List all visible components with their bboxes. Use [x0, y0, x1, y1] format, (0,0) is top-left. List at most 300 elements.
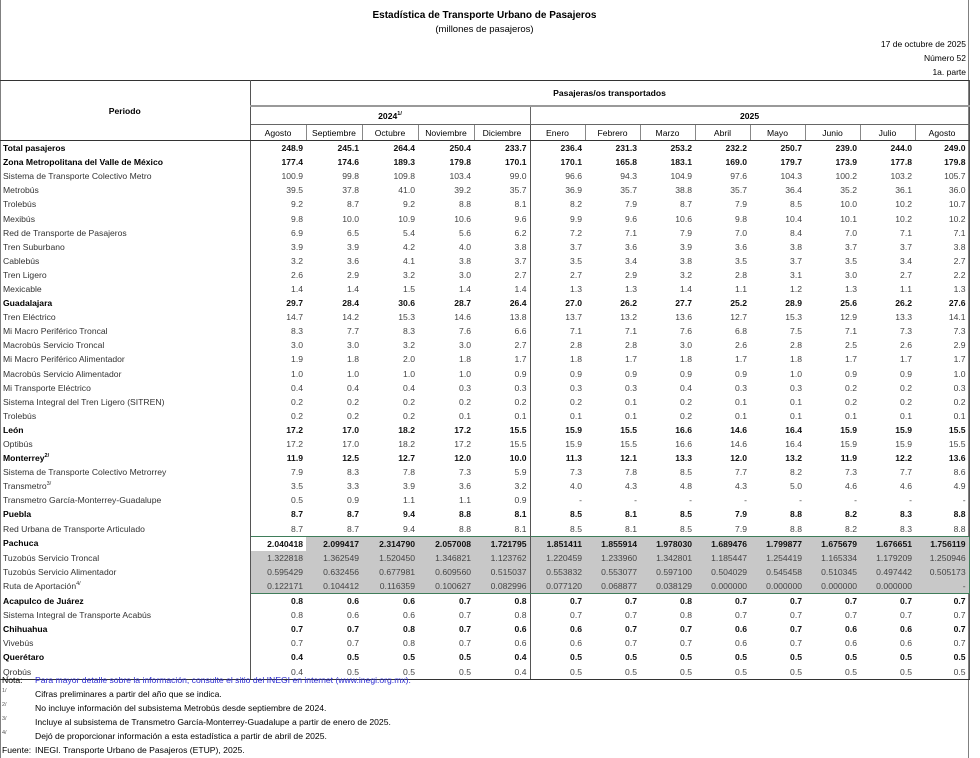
- value-cell[interactable]: 27.0: [565, 298, 582, 309]
- value-cell[interactable]: 3.0: [347, 340, 359, 351]
- value-cell[interactable]: 232.2: [725, 143, 747, 154]
- value-cell[interactable]: 0.5: [750, 664, 805, 679]
- value-cell[interactable]: 1.0: [291, 368, 303, 379]
- value-cell[interactable]: 0.2: [403, 410, 415, 421]
- value-cell[interactable]: 15.5: [620, 424, 637, 435]
- value-cell[interactable]: 15.9: [895, 424, 912, 435]
- value-cell[interactable]: 1.8: [680, 354, 692, 365]
- value-cell[interactable]: 3.7: [570, 241, 582, 252]
- value-cell[interactable]: 10.7: [915, 197, 969, 211]
- value-cell[interactable]: 179.8: [449, 157, 471, 168]
- value-cell[interactable]: 3.5: [735, 255, 747, 266]
- value-cell[interactable]: 0.7: [570, 596, 582, 607]
- value-cell[interactable]: 3.5: [570, 255, 582, 266]
- value-cell[interactable]: 1.7: [845, 354, 857, 365]
- value-cell[interactable]: 5.9: [474, 465, 530, 479]
- value-cell[interactable]: 0.4: [291, 652, 303, 663]
- value-cell[interactable]: 0.7: [680, 638, 692, 649]
- value-cell[interactable]: 7.0: [845, 227, 857, 238]
- value-cell[interactable]: 3.7: [845, 241, 857, 252]
- value-cell[interactable]: 0.4: [403, 382, 415, 393]
- value-cell[interactable]: 0.9: [845, 368, 857, 379]
- value-cell[interactable]: 3.6: [347, 255, 359, 266]
- value-cell[interactable]: 5.6: [459, 227, 471, 238]
- value-cell[interactable]: 0.2: [570, 396, 582, 407]
- value-cell[interactable]: 0.3: [790, 382, 802, 393]
- value-cell[interactable]: 0.7: [735, 596, 747, 607]
- value-cell[interactable]: 0.8: [680, 596, 692, 607]
- value-cell[interactable]: 173.9: [835, 157, 857, 168]
- value-cell[interactable]: 250.4: [449, 143, 471, 154]
- value-cell[interactable]: 3.0: [459, 340, 471, 351]
- value-cell[interactable]: 2.8: [570, 340, 582, 351]
- value-cell[interactable]: 179.7: [780, 157, 802, 168]
- value-cell[interactable]: 0.100627: [418, 579, 474, 594]
- value-cell[interactable]: 0.7: [915, 622, 969, 636]
- value-cell[interactable]: 105.7: [915, 169, 969, 183]
- value-cell[interactable]: 0.7: [900, 596, 912, 607]
- value-cell[interactable]: 0.2: [347, 410, 359, 421]
- value-cell[interactable]: 37.8: [342, 185, 359, 196]
- value-cell[interactable]: 7.9: [735, 199, 747, 210]
- value-cell[interactable]: 13.2: [620, 312, 637, 323]
- value-cell[interactable]: 0.068877: [585, 579, 640, 594]
- value-cell[interactable]: 0.5: [570, 652, 582, 663]
- value-cell[interactable]: 0.2: [915, 395, 969, 409]
- value-cell[interactable]: 0.6: [570, 624, 582, 635]
- value-cell[interactable]: 8.1: [625, 523, 637, 534]
- value-cell[interactable]: 8.8: [790, 509, 802, 520]
- value-cell[interactable]: 233.7: [474, 141, 530, 156]
- value-cell[interactable]: 35.2: [840, 185, 857, 196]
- value-cell[interactable]: 1.7: [474, 352, 530, 366]
- value-cell[interactable]: 12.5: [342, 453, 359, 464]
- value-cell[interactable]: 8.5: [790, 199, 802, 210]
- value-cell[interactable]: 0.5: [680, 652, 692, 663]
- value-cell[interactable]: 0.1: [790, 410, 802, 421]
- value-cell[interactable]: 94.3: [620, 171, 637, 182]
- value-cell[interactable]: 8.3: [403, 326, 415, 337]
- value-cell[interactable]: 9.2: [291, 199, 303, 210]
- value-cell[interactable]: 0.5: [915, 650, 969, 664]
- value-cell[interactable]: 3.2: [680, 269, 692, 280]
- value-cell[interactable]: 16.6: [675, 424, 692, 435]
- value-cell[interactable]: 25.2: [730, 298, 747, 309]
- value-cell[interactable]: 1.4: [459, 283, 471, 294]
- value-cell[interactable]: 3.2: [474, 479, 530, 493]
- value-cell[interactable]: 4.9: [915, 479, 969, 493]
- value-cell[interactable]: 0.609560: [418, 565, 474, 579]
- value-cell[interactable]: 4.6: [900, 481, 912, 492]
- value-cell[interactable]: -: [909, 495, 912, 506]
- value-cell[interactable]: 7.3: [570, 467, 582, 478]
- value-cell[interactable]: 12.1: [620, 453, 637, 464]
- value-cell[interactable]: 0.7: [790, 638, 802, 649]
- value-cell[interactable]: 1.342801: [640, 551, 695, 565]
- value-cell[interactable]: 183.1: [670, 157, 692, 168]
- value-cell[interactable]: 0.5: [530, 664, 585, 679]
- value-cell[interactable]: 0.2: [680, 410, 692, 421]
- value-cell[interactable]: 16.4: [785, 424, 802, 435]
- value-cell[interactable]: 0.497442: [860, 565, 915, 579]
- value-cell[interactable]: 15.3: [398, 312, 415, 323]
- value-cell[interactable]: 8.5: [680, 523, 692, 534]
- value-cell[interactable]: 8.7: [347, 509, 359, 520]
- value-cell[interactable]: 0.3: [625, 382, 637, 393]
- value-cell[interactable]: 0.7: [625, 610, 637, 621]
- value-cell[interactable]: 7.8: [625, 467, 637, 478]
- value-cell[interactable]: 0.8: [474, 594, 530, 609]
- value-cell[interactable]: 3.5: [291, 481, 303, 492]
- value-cell[interactable]: 0.038129: [640, 579, 695, 594]
- value-cell[interactable]: 97.6: [730, 171, 747, 182]
- value-cell[interactable]: 36.1: [895, 185, 912, 196]
- value-cell[interactable]: 0.2: [474, 395, 530, 409]
- value-cell[interactable]: 7.1: [570, 326, 582, 337]
- value-cell[interactable]: 8.8: [915, 522, 969, 537]
- value-cell[interactable]: 7.9: [735, 523, 747, 534]
- value-cell[interactable]: 0.1: [625, 396, 637, 407]
- value-cell[interactable]: 1.1: [900, 283, 912, 294]
- value-cell[interactable]: 7.6: [459, 326, 471, 337]
- value-cell[interactable]: -: [579, 495, 582, 506]
- value-cell[interactable]: 11.9: [286, 453, 303, 464]
- value-cell[interactable]: 3.8: [459, 255, 471, 266]
- value-cell[interactable]: 0.104412: [306, 579, 362, 594]
- value-cell[interactable]: 1.322818: [250, 551, 306, 565]
- value-cell[interactable]: 0.7: [915, 594, 969, 609]
- value-cell[interactable]: 3.2: [403, 269, 415, 280]
- value-cell[interactable]: 1.362549: [306, 551, 362, 565]
- value-cell[interactable]: 4.6: [845, 481, 857, 492]
- value-cell[interactable]: 4.8: [680, 481, 692, 492]
- value-cell[interactable]: 100.2: [835, 171, 857, 182]
- value-cell[interactable]: 1.689476: [695, 536, 750, 551]
- value-cell[interactable]: 28.9: [785, 298, 802, 309]
- value-cell[interactable]: 4.3: [735, 481, 747, 492]
- value-cell[interactable]: -: [915, 493, 969, 507]
- value-cell[interactable]: 0.082996: [474, 579, 530, 594]
- value-cell[interactable]: 41.0: [398, 185, 415, 196]
- value-cell[interactable]: 170.1: [560, 157, 582, 168]
- value-cell[interactable]: 7.3: [845, 467, 857, 478]
- value-cell[interactable]: 13.7: [565, 312, 582, 323]
- value-cell[interactable]: 3.4: [900, 255, 912, 266]
- value-cell[interactable]: 248.9: [281, 143, 303, 154]
- value-cell[interactable]: 253.2: [670, 143, 692, 154]
- value-cell[interactable]: 0.000000: [750, 579, 805, 594]
- value-cell[interactable]: 15.9: [840, 424, 857, 435]
- value-cell[interactable]: 10.6: [454, 213, 471, 224]
- value-cell[interactable]: 8.3: [347, 467, 359, 478]
- value-cell[interactable]: 1.233960: [585, 551, 640, 565]
- value-cell[interactable]: 0.5: [403, 652, 415, 663]
- value-cell[interactable]: 2.7: [900, 269, 912, 280]
- value-cell[interactable]: 8.8: [790, 523, 802, 534]
- value-cell[interactable]: 6.6: [474, 324, 530, 338]
- value-cell[interactable]: 3.8: [915, 240, 969, 254]
- value-cell[interactable]: 1.0: [459, 368, 471, 379]
- value-cell[interactable]: 7.7: [735, 467, 747, 478]
- value-cell[interactable]: 8.8: [459, 199, 471, 210]
- value-cell[interactable]: 8.7: [347, 199, 359, 210]
- value-cell[interactable]: 2.6: [900, 340, 912, 351]
- value-cell[interactable]: 8.1: [474, 507, 530, 521]
- value-cell[interactable]: 1.721795: [474, 536, 530, 551]
- value-cell[interactable]: 10.2: [895, 213, 912, 224]
- value-cell[interactable]: 18.2: [398, 424, 415, 435]
- value-cell[interactable]: 15.5: [474, 423, 530, 437]
- value-cell[interactable]: -: [744, 495, 747, 506]
- value-cell[interactable]: 36.4: [785, 185, 802, 196]
- value-cell[interactable]: 0.7: [291, 638, 303, 649]
- value-cell[interactable]: 0.545458: [750, 565, 805, 579]
- value-cell[interactable]: 28.7: [454, 298, 471, 309]
- value-cell[interactable]: 0.7: [735, 610, 747, 621]
- value-cell[interactable]: 3.2: [403, 340, 415, 351]
- value-cell[interactable]: 3.1: [790, 269, 802, 280]
- value-cell[interactable]: 38.8: [675, 185, 692, 196]
- value-cell[interactable]: 2.7: [474, 338, 530, 352]
- value-cell[interactable]: 1.1: [403, 495, 415, 506]
- value-cell[interactable]: 8.1: [474, 522, 530, 537]
- value-cell[interactable]: 249.0: [915, 141, 969, 156]
- value-cell[interactable]: 0.9: [680, 368, 692, 379]
- value-cell[interactable]: 0.7: [459, 610, 471, 621]
- value-cell[interactable]: 7.1: [900, 227, 912, 238]
- value-cell[interactable]: 0.7: [790, 624, 802, 635]
- value-cell[interactable]: -: [854, 495, 857, 506]
- value-cell[interactable]: 7.7: [347, 326, 359, 337]
- value-cell[interactable]: 9.2: [403, 199, 415, 210]
- value-cell[interactable]: 0.7: [570, 610, 582, 621]
- value-cell[interactable]: 0.6: [403, 610, 415, 621]
- value-cell[interactable]: 7.9: [680, 227, 692, 238]
- value-cell[interactable]: 0.4: [347, 382, 359, 393]
- value-cell[interactable]: 1.8: [459, 354, 471, 365]
- value-cell[interactable]: 9.9: [570, 213, 582, 224]
- value-cell[interactable]: 17.0: [342, 439, 359, 450]
- value-cell[interactable]: 7.5: [790, 326, 802, 337]
- value-cell[interactable]: 0.1: [845, 410, 857, 421]
- value-cell[interactable]: 14.6: [730, 439, 747, 450]
- value-cell[interactable]: 0.7: [915, 608, 969, 622]
- value-cell[interactable]: 0.8: [403, 638, 415, 649]
- value-cell[interactable]: 0.5: [585, 664, 640, 679]
- value-cell[interactable]: 17.2: [286, 424, 303, 435]
- value-cell[interactable]: 1.3: [625, 283, 637, 294]
- value-cell[interactable]: 0.6: [347, 596, 359, 607]
- value-cell[interactable]: 7.1: [915, 226, 969, 240]
- value-cell[interactable]: 8.8: [915, 507, 969, 521]
- value-cell[interactable]: 4.3: [625, 481, 637, 492]
- value-cell[interactable]: 103.2: [890, 171, 912, 182]
- value-cell[interactable]: 99.0: [474, 169, 530, 183]
- value-cell[interactable]: 0.3: [735, 382, 747, 393]
- value-cell[interactable]: 0.7: [625, 624, 637, 635]
- value-cell[interactable]: 10.9: [398, 213, 415, 224]
- value-cell[interactable]: 3.6: [735, 241, 747, 252]
- value-cell[interactable]: 3.4: [625, 255, 637, 266]
- value-cell[interactable]: 2.9: [625, 269, 637, 280]
- value-cell[interactable]: 3.7: [790, 255, 802, 266]
- value-cell[interactable]: 0.4: [474, 664, 530, 679]
- value-cell[interactable]: 264.4: [393, 143, 415, 154]
- value-cell[interactable]: 0.000000: [695, 579, 750, 594]
- value-cell[interactable]: 0.7: [625, 638, 637, 649]
- value-cell[interactable]: 2.7: [570, 269, 582, 280]
- value-cell[interactable]: 0.515037: [474, 565, 530, 579]
- value-cell[interactable]: 0.8: [291, 610, 303, 621]
- value-cell[interactable]: 2.040418: [250, 536, 306, 551]
- value-cell[interactable]: 10.0: [840, 199, 857, 210]
- value-cell[interactable]: 10.4: [785, 213, 802, 224]
- value-cell[interactable]: 14.6: [730, 424, 747, 435]
- value-cell[interactable]: 3.8: [474, 240, 530, 254]
- value-cell[interactable]: 1.5: [403, 283, 415, 294]
- value-cell[interactable]: 0.9: [474, 367, 530, 381]
- value-cell[interactable]: 0.1: [915, 409, 969, 423]
- value-cell[interactable]: 7.9: [625, 199, 637, 210]
- value-cell[interactable]: 0.6: [900, 624, 912, 635]
- value-cell[interactable]: 4.1: [403, 255, 415, 266]
- value-cell[interactable]: 15.5: [474, 437, 530, 451]
- value-cell[interactable]: 109.8: [393, 171, 415, 182]
- value-cell[interactable]: 10.0: [474, 451, 530, 465]
- value-cell[interactable]: 15.9: [565, 439, 582, 450]
- value-cell[interactable]: 6.8: [735, 326, 747, 337]
- value-cell[interactable]: 0.8: [291, 596, 303, 607]
- value-cell[interactable]: 3.9: [403, 481, 415, 492]
- value-cell[interactable]: 7.3: [900, 326, 912, 337]
- value-cell[interactable]: 8.7: [291, 523, 303, 534]
- value-cell[interactable]: 0.5: [306, 664, 362, 679]
- value-cell[interactable]: 8.4: [790, 227, 802, 238]
- value-cell[interactable]: 28.4: [342, 298, 359, 309]
- value-cell[interactable]: 0.2: [459, 396, 471, 407]
- value-cell[interactable]: 0.7: [680, 624, 692, 635]
- value-cell[interactable]: 0.3: [474, 381, 530, 395]
- value-cell[interactable]: 1.4: [347, 283, 359, 294]
- value-cell[interactable]: 104.3: [780, 171, 802, 182]
- value-cell[interactable]: 9.8: [735, 213, 747, 224]
- value-cell[interactable]: 13.8: [474, 310, 530, 324]
- value-cell[interactable]: 0.3: [459, 382, 471, 393]
- value-cell[interactable]: 1.520450: [362, 551, 418, 565]
- value-cell[interactable]: 15.5: [915, 437, 969, 451]
- value-cell[interactable]: 5.4: [403, 227, 415, 238]
- value-cell[interactable]: 4.2: [403, 241, 415, 252]
- value-cell[interactable]: 0.505173: [915, 565, 969, 579]
- value-cell[interactable]: 0.7: [459, 596, 471, 607]
- value-cell[interactable]: 0.5: [625, 652, 637, 663]
- value-cell[interactable]: 8.6: [915, 465, 969, 479]
- value-cell[interactable]: 11.3: [565, 453, 582, 464]
- value-cell[interactable]: 1.2: [790, 283, 802, 294]
- value-cell[interactable]: 10.1: [840, 213, 857, 224]
- value-cell[interactable]: 165.8: [615, 157, 637, 168]
- value-cell[interactable]: -: [689, 495, 692, 506]
- value-cell[interactable]: 0.6: [900, 638, 912, 649]
- value-cell[interactable]: 7.2: [570, 227, 582, 238]
- value-cell[interactable]: 1.675679: [805, 536, 860, 551]
- value-cell[interactable]: 0.6: [570, 638, 582, 649]
- value-cell[interactable]: 1.250946: [915, 551, 969, 565]
- value-cell[interactable]: 0.1: [570, 410, 582, 421]
- value-cell[interactable]: 8.7: [680, 199, 692, 210]
- value-cell[interactable]: 12.0: [730, 453, 747, 464]
- value-cell[interactable]: 0.553077: [585, 565, 640, 579]
- value-cell[interactable]: 0.510345: [805, 565, 860, 579]
- value-cell[interactable]: 16.4: [785, 439, 802, 450]
- value-cell[interactable]: 10.6: [675, 213, 692, 224]
- value-cell[interactable]: 1.0: [915, 367, 969, 381]
- value-cell[interactable]: 2.8: [625, 340, 637, 351]
- value-cell[interactable]: 2.8: [735, 269, 747, 280]
- value-cell[interactable]: 0.2: [291, 410, 303, 421]
- value-cell[interactable]: 14.2: [342, 312, 359, 323]
- value-cell[interactable]: 3.5: [845, 255, 857, 266]
- value-cell[interactable]: 8.2: [790, 467, 802, 478]
- value-cell[interactable]: 0.1: [790, 396, 802, 407]
- value-cell[interactable]: 0.595429: [250, 565, 306, 579]
- value-cell[interactable]: 12.0: [454, 453, 471, 464]
- value-cell[interactable]: 13.3: [895, 312, 912, 323]
- value-cell[interactable]: 1.855914: [585, 536, 640, 551]
- value-cell[interactable]: 0.1: [900, 410, 912, 421]
- value-cell[interactable]: 25.6: [840, 298, 857, 309]
- value-cell[interactable]: 0.7: [915, 636, 969, 650]
- value-cell[interactable]: 0.7: [900, 610, 912, 621]
- value-cell[interactable]: 0.5: [459, 652, 471, 663]
- value-cell[interactable]: 169.0: [725, 157, 747, 168]
- value-cell[interactable]: 1.0: [347, 368, 359, 379]
- value-cell[interactable]: 15.5: [915, 423, 969, 437]
- value-cell[interactable]: 0.3: [570, 382, 582, 393]
- value-cell[interactable]: 99.8: [342, 171, 359, 182]
- value-cell[interactable]: 0.7: [347, 638, 359, 649]
- value-cell[interactable]: 0.5: [900, 652, 912, 663]
- value-cell[interactable]: 0.8: [403, 624, 415, 635]
- inegi-link[interactable]: Para mayor detalle sobre la información, consulte el sitio del INEGI en internet (www.inegi.org.mx).: [35, 675, 411, 685]
- value-cell[interactable]: 177.4: [281, 157, 303, 168]
- value-cell[interactable]: 7.9: [291, 467, 303, 478]
- value-cell[interactable]: 7.9: [735, 509, 747, 520]
- value-cell[interactable]: 0.7: [790, 596, 802, 607]
- value-cell[interactable]: 17.0: [342, 424, 359, 435]
- value-cell[interactable]: 2.6: [291, 269, 303, 280]
- value-cell[interactable]: 8.3: [291, 326, 303, 337]
- value-cell[interactable]: 2.7: [915, 254, 969, 268]
- value-cell[interactable]: 8.5: [570, 509, 582, 520]
- value-cell[interactable]: 0.504029: [695, 565, 750, 579]
- value-cell[interactable]: 0.4: [250, 664, 306, 679]
- value-cell[interactable]: 0.1: [474, 409, 530, 423]
- value-cell[interactable]: 244.0: [890, 143, 912, 154]
- value-cell[interactable]: 1.756119: [915, 536, 969, 551]
- value-cell[interactable]: 3.0: [291, 340, 303, 351]
- value-cell[interactable]: 1.8: [790, 354, 802, 365]
- value-cell[interactable]: 0.4: [474, 650, 530, 664]
- value-cell[interactable]: 6.9: [291, 227, 303, 238]
- value-cell[interactable]: 0.7: [459, 624, 471, 635]
- value-cell[interactable]: 2.5: [845, 340, 857, 351]
- value-cell[interactable]: 35.7: [620, 185, 637, 196]
- value-cell[interactable]: 13.6: [915, 451, 969, 465]
- value-cell[interactable]: 0.5: [845, 652, 857, 663]
- value-cell[interactable]: 170.1: [474, 155, 530, 169]
- value-cell[interactable]: 2.057008: [418, 536, 474, 551]
